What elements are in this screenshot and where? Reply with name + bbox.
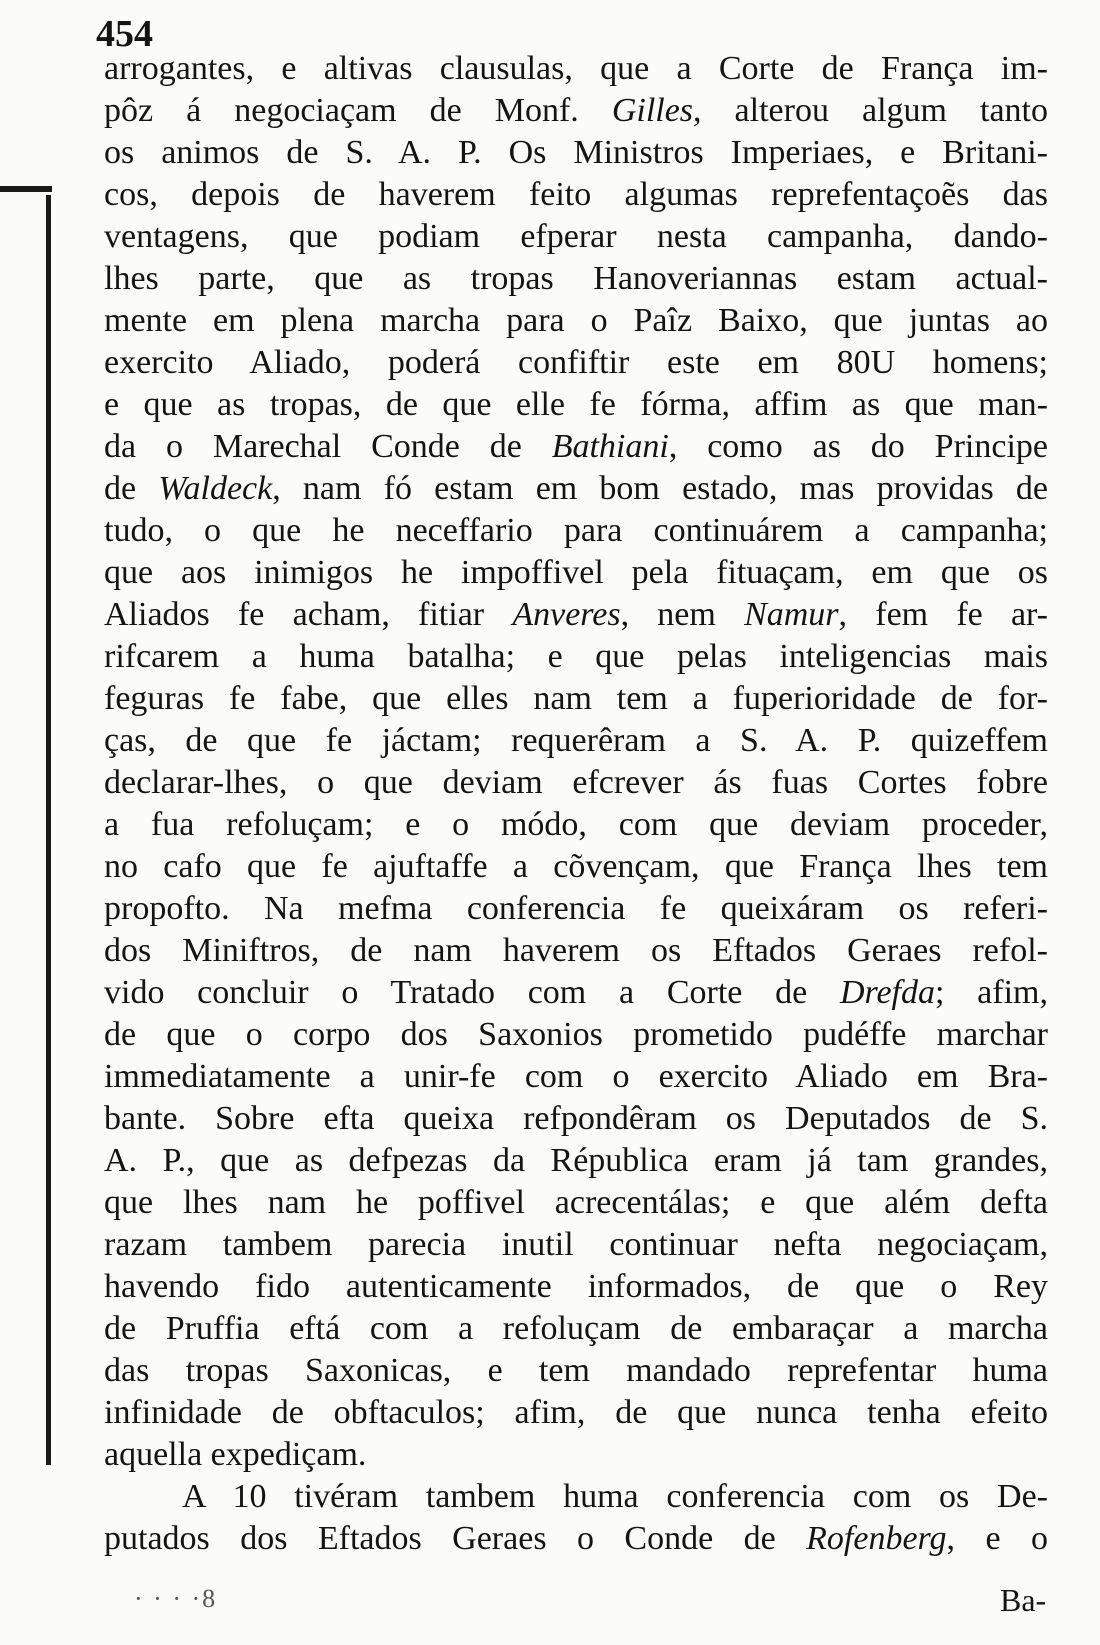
text-line	[104, 1476, 1048, 1518]
text-line	[104, 132, 1048, 174]
text-line	[104, 1182, 1048, 1224]
text-segment: exercito Aliado, poderá confiftir este em 80U homens;	[104, 344, 1048, 381]
printer-signature: · · · ·8	[134, 1584, 218, 1613]
text-segment: de que o corpo dos Saxonios prometido pudéffe marchar	[104, 1016, 1048, 1053]
text-segment: havendo fido autenticamente informados, de que o Rey	[104, 1268, 1048, 1305]
text-line	[104, 888, 1048, 930]
text-segment: no cafo que fe ajuftaffe a cõvençam, que França lhes tem	[104, 848, 1048, 885]
text-line	[104, 1266, 1048, 1308]
text-line	[104, 1434, 1048, 1476]
text-line	[104, 762, 1048, 804]
text-line	[104, 930, 1048, 972]
text-segment: Aliados fe acham, fitiar	[104, 596, 513, 633]
text-line	[104, 720, 1048, 762]
text-line	[104, 636, 1048, 678]
text-line	[104, 90, 1048, 132]
text-segment: infinidade de obftaculos; afim, de que nunca tenha efeito	[104, 1394, 1048, 1431]
text-segment: , alterou algum tanto	[693, 92, 1048, 129]
margin-rule	[46, 195, 51, 1465]
text-line	[104, 1518, 1048, 1560]
text-line	[104, 216, 1048, 258]
text-segment: ças, de que fe jáctam; requerêram a S. A. P. quizeffem	[104, 722, 1048, 759]
text-segment: a fua refoluçam; e o módo, com que deviam proceder,	[104, 806, 1048, 843]
text-segment: A. P., que as defpezas da Républica eram já tam grandes,	[104, 1142, 1048, 1179]
text-segment: rifcarem a huma batalha; e que pelas inteligencias mais	[104, 638, 1048, 675]
text-line	[104, 1308, 1048, 1350]
text-segment: bante. Sobre efta queixa refpondêram os Deputados de S.	[104, 1100, 1048, 1137]
text-segment: tudo, o que he neceffario para continuárem a campanha;	[104, 512, 1048, 549]
text-line	[104, 342, 1048, 384]
italic-text: Rofenberg	[806, 1520, 947, 1557]
text-line	[104, 972, 1048, 1014]
text-segment: que lhes nam he poffivel acrecentálas; e que além defta	[104, 1184, 1048, 1221]
text-line	[104, 678, 1048, 720]
text-line	[104, 1014, 1048, 1056]
text-line	[104, 594, 1048, 636]
text-segment: aquella expediçam.	[104, 1436, 367, 1473]
text-segment: A 10 tivéram tambem huma conferencia com os De-	[182, 1478, 1048, 1515]
text-segment: e que as tropas, de que elle fe fórma, affim as que man-	[104, 386, 1048, 423]
text-line	[104, 1140, 1048, 1182]
text-line	[104, 1350, 1048, 1392]
catchword: Ba-	[1000, 1582, 1047, 1618]
text-segment: , nam fó estam em bom estado, mas providas de	[272, 470, 1048, 507]
text-segment: que aos inimigos he impoffivel pela fituaçam, em que os	[104, 554, 1048, 591]
text-segment: , como as do Principe	[668, 428, 1048, 465]
text-segment: , fem fe ar-	[838, 596, 1048, 633]
text-segment: razam tambem parecia inutil continuar nefta negociaçam,	[104, 1226, 1048, 1263]
text-segment: pôz á negociaçam de Monf.	[104, 92, 612, 129]
text-line	[104, 48, 1048, 90]
text-segment: , e o	[946, 1520, 1048, 1557]
text-segment: de Pruffia eftá com a refoluçam de embaraçar a marcha	[104, 1310, 1048, 1347]
text-segment: ventagens, que podiam efperar nesta campanha, dando-	[104, 218, 1048, 255]
text-line	[104, 426, 1048, 468]
text-line	[104, 846, 1048, 888]
text-segment: vido concluir o Tratado com a Corte de	[104, 974, 840, 1011]
text-segment: dos Miniftros, de nam haverem os Eftados Geraes refol-	[104, 932, 1048, 969]
text-segment: ; afim,	[935, 974, 1048, 1011]
italic-text: Waldeck	[158, 470, 273, 507]
text-line	[104, 510, 1048, 552]
margin-mark	[0, 186, 52, 192]
text-line	[104, 1056, 1048, 1098]
page-number: 454	[96, 13, 153, 55]
text-segment: de	[104, 470, 159, 507]
text-segment: feguras fe fabe, que elles nam tem a fuperioridade de for-	[104, 680, 1048, 717]
text-segment: arrogantes, e altivas clausulas, que a Corte de França im-	[104, 50, 1048, 87]
text-line	[104, 552, 1048, 594]
text-segment: da o Marechal Conde de	[104, 428, 552, 465]
text-line	[104, 1392, 1048, 1434]
text-segment: putados dos Eftados Geraes o Conde de	[104, 1520, 807, 1557]
text-line	[104, 468, 1048, 510]
italic-text: Gilles	[611, 92, 694, 129]
text-line	[104, 300, 1048, 342]
text-segment: , nem	[620, 596, 745, 633]
text-segment: das tropas Saxonicas, e tem mandado reprefentar huma	[104, 1352, 1048, 1389]
italic-text: Bathiani	[551, 428, 669, 465]
italic-text: Anveres	[512, 596, 621, 633]
body-text	[104, 48, 1048, 1560]
text-line	[104, 804, 1048, 846]
text-segment: declarar-lhes, o que deviam efcrever ás fuas Cortes fobre	[104, 764, 1048, 801]
text-segment: lhes parte, que as tropas Hanoveriannas estam actual-	[104, 260, 1048, 297]
text-line	[104, 174, 1048, 216]
text-segment: propofto. Na mefma conferencia fe queixáram os referi-	[104, 890, 1048, 927]
italic-text: Namur	[744, 596, 839, 633]
text-segment: mente em plena marcha para o Paîz Baixo, que juntas ao	[104, 302, 1048, 339]
text-line	[104, 1224, 1048, 1266]
text-line	[104, 384, 1048, 426]
italic-text: Drefda	[839, 974, 935, 1011]
text-segment: immediatamente a unir-fe com o exercito Aliado em Bra-	[104, 1058, 1048, 1095]
text-line	[104, 1098, 1048, 1140]
text-segment: os animos de S. A. P. Os Ministros Imperiaes, e Britani-	[104, 134, 1048, 171]
text-line	[104, 258, 1048, 300]
text-segment: cos, depois de haverem feito algumas reprefentaçoẽs das	[104, 176, 1048, 213]
